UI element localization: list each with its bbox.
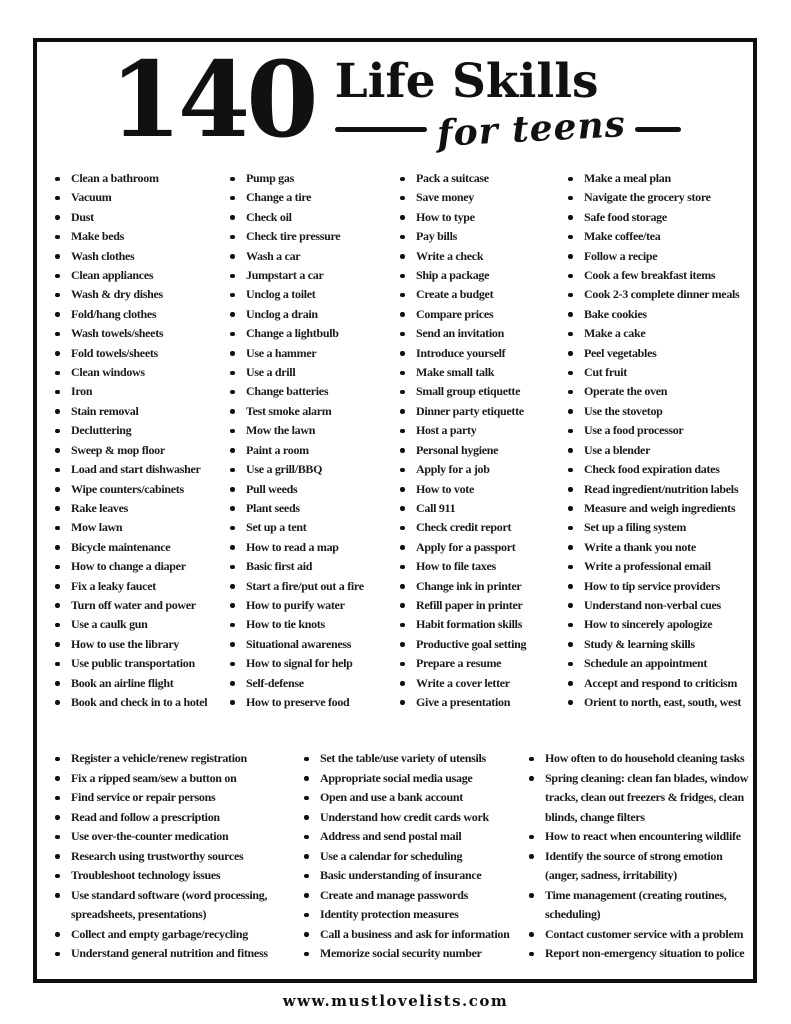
- list-item: Basic first aid: [223, 557, 393, 576]
- list-item: Wash a car: [223, 247, 393, 266]
- list-item: Unclog a drain: [223, 305, 393, 324]
- list-item: Operate the oven: [561, 382, 750, 401]
- skills-top-column-1: [48, 169, 223, 712]
- list-item: Fix a ripped seam/sew a button on: [48, 769, 297, 789]
- list-item: Pack a suitcase: [393, 169, 561, 188]
- list-item: Write a check: [393, 247, 561, 266]
- list-item: Pay bills: [393, 227, 561, 246]
- list-item: Use the stovetop: [561, 402, 750, 421]
- list-item: How to react when encountering wildlife: [522, 827, 750, 847]
- list-item: How to preserve food: [223, 693, 393, 712]
- list-item: How to sincerely apologize: [561, 615, 750, 634]
- list-item: Give a presentation: [393, 693, 561, 712]
- list-item: Fold/hang clothes: [48, 305, 223, 324]
- list-item: Sweep & mop floor: [48, 441, 223, 460]
- list-item: Write a professional email: [561, 557, 750, 576]
- skills-bottom-column-2: [297, 749, 522, 964]
- list-item: Register a vehicle/renew registration: [48, 749, 297, 769]
- list-item: Turn off water and power: [48, 596, 223, 615]
- list-item: Read ingredient/nutrition labels: [561, 480, 750, 499]
- list-item: Mow the lawn: [223, 421, 393, 440]
- list-item: Wash & dry dishes: [48, 285, 223, 304]
- list-item: Use a grill/BBQ: [223, 460, 393, 479]
- list-item: Habit formation skills: [393, 615, 561, 634]
- list-item: Safe food storage: [561, 208, 750, 227]
- skills-top-section: [48, 169, 750, 712]
- list-item: Create and manage passwords: [297, 886, 522, 906]
- list-item: Use a food processor: [561, 421, 750, 440]
- list-item: Change a lightbulb: [223, 324, 393, 343]
- list-item: Use a hammer: [223, 344, 393, 363]
- list-item: Cook a few breakfast items: [561, 266, 750, 285]
- title-main-text: Life Skills: [334, 54, 599, 109]
- list-item: Make coffee/tea: [561, 227, 750, 246]
- list-item: Wash towels/sheets: [48, 324, 223, 343]
- skills-bottom-column-1: [48, 749, 297, 964]
- title-dash-left: [335, 127, 427, 132]
- list-item: Understand how credit cards work: [297, 808, 522, 828]
- list-item: How to type: [393, 208, 561, 227]
- list-item: Decluttering: [48, 421, 223, 440]
- title-script-text: for teens: [435, 103, 627, 155]
- list-item: Create a budget: [393, 285, 561, 304]
- list-item: Call a business and ask for information: [297, 925, 522, 945]
- list-item: Bake cookies: [561, 305, 750, 324]
- list-item: Accept and respond to criticism: [561, 674, 750, 693]
- list-item: Prepare a resume: [393, 654, 561, 673]
- list-item: Unclog a toilet: [223, 285, 393, 304]
- footer-website-text: www.mustlovelists.com: [282, 992, 509, 1010]
- list-item: Use a drill: [223, 363, 393, 382]
- list-item: Use a caulk gun: [48, 615, 223, 634]
- list-item: Contact customer service with a problem: [522, 925, 750, 945]
- list-item: Check tire pressure: [223, 227, 393, 246]
- list-item: Small group etiquette: [393, 382, 561, 401]
- list-item: Host a party: [393, 421, 561, 440]
- skills-bottom-section: [48, 749, 750, 964]
- list-item: Identity protection measures: [297, 905, 522, 925]
- list-item: Introduce yourself: [393, 344, 561, 363]
- list-item: Write a thank you note: [561, 538, 750, 557]
- list-item: Fold towels/sheets: [48, 344, 223, 363]
- list-item: Jumpstart a car: [223, 266, 393, 285]
- list-item: Paint a room: [223, 441, 393, 460]
- list-item: Check food expiration dates: [561, 460, 750, 479]
- list-item: Schedule an appointment: [561, 654, 750, 673]
- list-item: Appropriate social media usage: [297, 769, 522, 789]
- list-item: Set up a filing system: [561, 518, 750, 537]
- list-item: Study & learning skills: [561, 635, 750, 654]
- list-item: How to read a map: [223, 538, 393, 557]
- list-item: Use public transportation: [48, 654, 223, 673]
- list-item: Start a fire/put out a fire: [223, 577, 393, 596]
- title-number: 140: [109, 38, 315, 161]
- list-item: Load and start dishwasher: [48, 460, 223, 479]
- list-item: Find service or repair persons: [48, 788, 297, 808]
- list-item: Basic understanding of insurance: [297, 866, 522, 886]
- list-item: Call 911: [393, 499, 561, 518]
- list-item: Peel vegetables: [561, 344, 750, 363]
- list-item: How to vote: [393, 480, 561, 499]
- list-item: Navigate the grocery store: [561, 188, 750, 207]
- list-item: Clean a bathroom: [48, 169, 223, 188]
- list-item: Set the table/use variety of utensils: [297, 749, 522, 769]
- list-item: Book an airline flight: [48, 674, 223, 693]
- list-item: Clean appliances: [48, 266, 223, 285]
- list-item: Test smoke alarm: [223, 402, 393, 421]
- list-item: Cut fruit: [561, 363, 750, 382]
- list-item: Write a cover letter: [393, 674, 561, 693]
- skills-bottom-column-3: [522, 749, 750, 964]
- list-item: How often to do household cleaning tasks: [522, 749, 750, 769]
- list-item: Fix a leaky faucet: [48, 577, 223, 596]
- list-item: Compare prices: [393, 305, 561, 324]
- skills-top-column-3: [393, 169, 561, 712]
- list-item: How to purify water: [223, 596, 393, 615]
- list-item: Change a tire: [223, 188, 393, 207]
- list-item: Identify the source of strong emotion (anger, sadness, irritability): [522, 847, 750, 886]
- list-item: Rake leaves: [48, 499, 223, 518]
- list-item: Situational awareness: [223, 635, 393, 654]
- list-item: Pump gas: [223, 169, 393, 188]
- list-item: Read and follow a prescription: [48, 808, 297, 828]
- list-item: Make small talk: [393, 363, 561, 382]
- list-item: Address and send postal mail: [297, 827, 522, 847]
- list-item: Change ink in printer: [393, 577, 561, 596]
- list-item: Bicycle maintenance: [48, 538, 223, 557]
- list-item: Pull weeds: [223, 480, 393, 499]
- list-item: Apply for a job: [393, 460, 561, 479]
- list-item: Send an invitation: [393, 324, 561, 343]
- skills-top-column-4: [561, 169, 750, 712]
- list-item: Personal hygiene: [393, 441, 561, 460]
- list-item: Use standard software (word processing, spreadsheets, presentations): [48, 886, 297, 925]
- list-item: Time management (creating routines, scheduling): [522, 886, 750, 925]
- list-item: Troubleshoot technology issues: [48, 866, 297, 886]
- list-item: Book and check in to a hotel: [48, 693, 223, 712]
- list-item: Make beds: [48, 227, 223, 246]
- list-item: Spring cleaning: clean fan blades, window tracks, clean out freezers & fridges, clean blinds, change filters: [522, 769, 750, 828]
- list-item: Check oil: [223, 208, 393, 227]
- list-item: Vacuum: [48, 188, 223, 207]
- title-subline: [335, 103, 682, 155]
- list-item: Use a blender: [561, 441, 750, 460]
- list-item: How to change a diaper: [48, 557, 223, 576]
- list-item: Make a cake: [561, 324, 750, 343]
- list-item: How to use the library: [48, 635, 223, 654]
- list-item: Set up a tent: [223, 518, 393, 537]
- list-item: Orient to north, east, south, west: [561, 693, 750, 712]
- list-item: Wash clothes: [48, 247, 223, 266]
- list-item: How to file taxes: [393, 557, 561, 576]
- title-right-block: [334, 52, 682, 155]
- list-item: How to tip service providers: [561, 577, 750, 596]
- list-item: Mow lawn: [48, 518, 223, 537]
- list-item: Follow a recipe: [561, 247, 750, 266]
- list-item: Research using trustworthy sources: [48, 847, 297, 867]
- footer: [0, 992, 791, 1011]
- list-item: Stain removal: [48, 402, 223, 421]
- list-item: Memorize social security number: [297, 944, 522, 964]
- list-item: Understand general nutrition and fitness: [48, 944, 297, 964]
- list-item: Ship a package: [393, 266, 561, 285]
- list-item: Self-defense: [223, 674, 393, 693]
- list-item: How to tie knots: [223, 615, 393, 634]
- list-item: Wipe counters/cabinets: [48, 480, 223, 499]
- list-item: Understand non-verbal cues: [561, 596, 750, 615]
- list-item: Clean windows: [48, 363, 223, 382]
- list-item: Productive goal setting: [393, 635, 561, 654]
- list-item: Use a calendar for scheduling: [297, 847, 522, 867]
- list-item: Check credit report: [393, 518, 561, 537]
- list-item: Save money: [393, 188, 561, 207]
- list-item: Dinner party etiquette: [393, 402, 561, 421]
- list-item: Collect and empty garbage/recycling: [48, 925, 297, 945]
- list-item: Change batteries: [223, 382, 393, 401]
- skills-top-column-2: [223, 169, 393, 712]
- page-title: [0, 38, 791, 161]
- title-dash-right: [635, 127, 681, 132]
- list-item: Make a meal plan: [561, 169, 750, 188]
- list-item: Measure and weigh ingredients: [561, 499, 750, 518]
- list-item: Report non-emergency situation to police: [522, 944, 750, 964]
- list-item: Plant seeds: [223, 499, 393, 518]
- list-item: Open and use a bank account: [297, 788, 522, 808]
- list-item: Dust: [48, 208, 223, 227]
- list-item: Apply for a passport: [393, 538, 561, 557]
- list-item: Use over-the-counter medication: [48, 827, 297, 847]
- list-item: Cook 2-3 complete dinner meals: [561, 285, 750, 304]
- list-item: How to signal for help: [223, 654, 393, 673]
- list-item: Iron: [48, 382, 223, 401]
- list-item: Refill paper in printer: [393, 596, 561, 615]
